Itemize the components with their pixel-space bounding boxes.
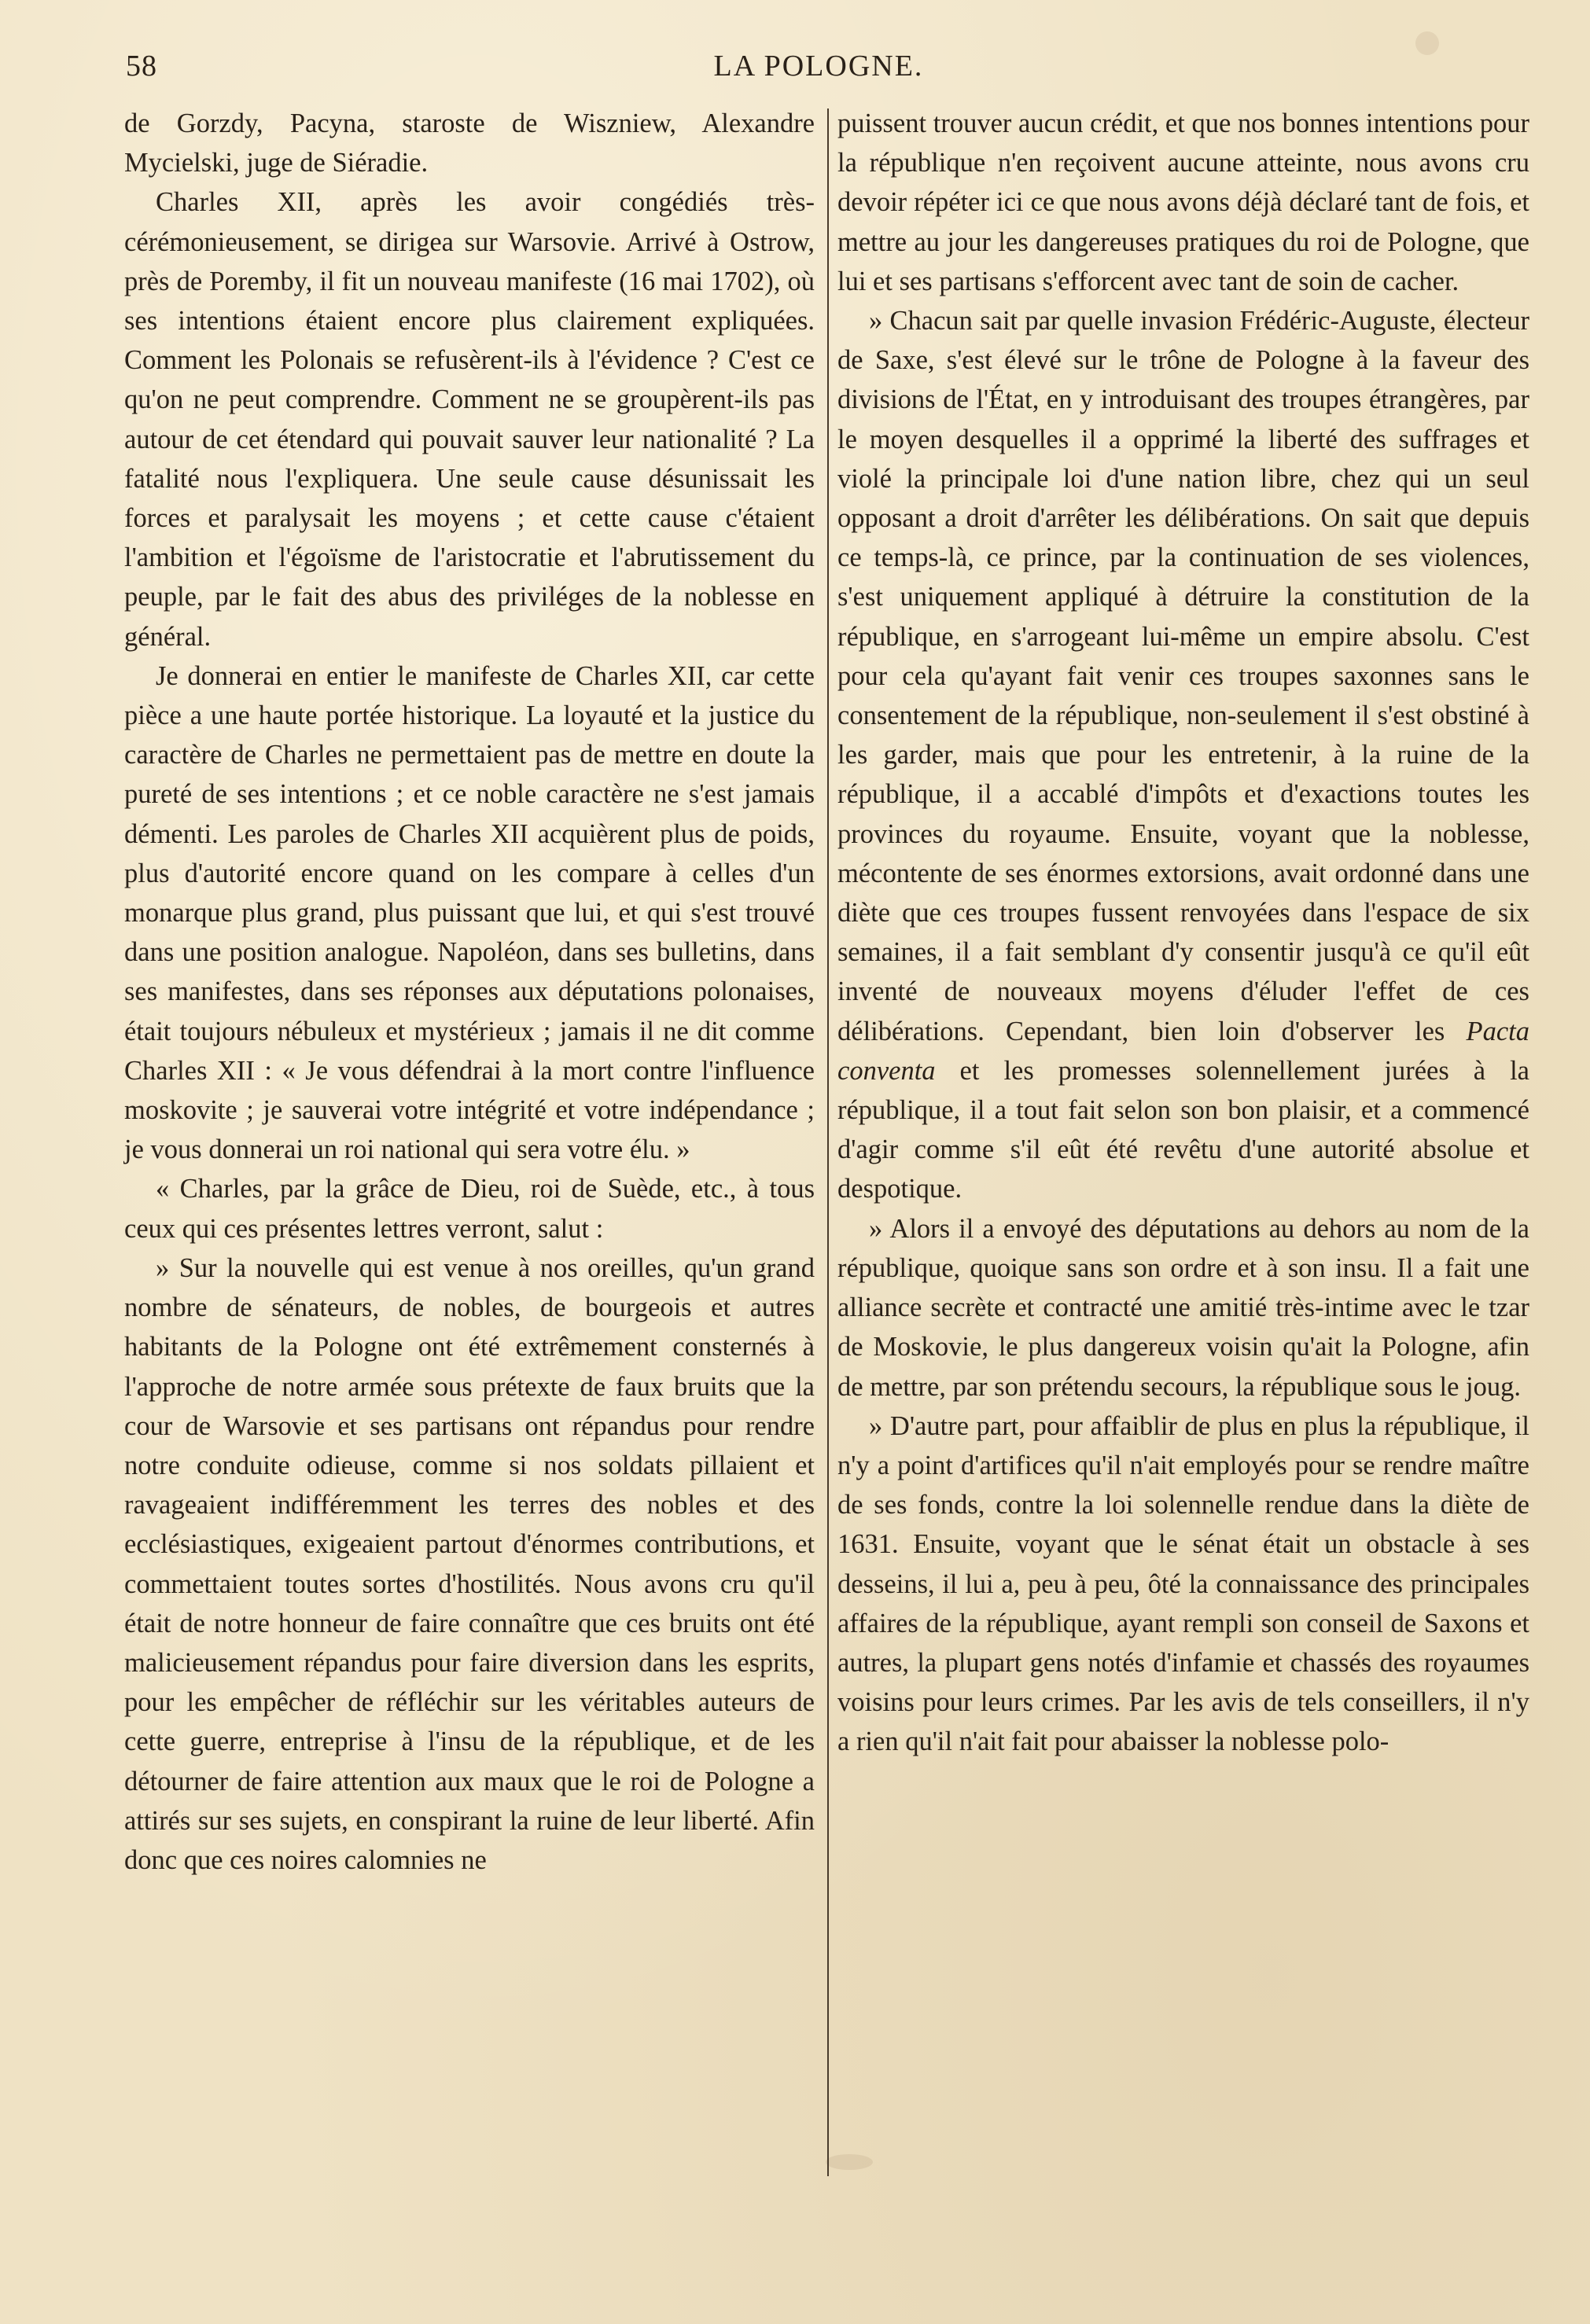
paragraph: de Gorzdy, Pacyna, staroste de Wiszniew, Alexandre Mycielski, juge de Siéradie.	[124, 108, 815, 178]
paragraph	[837, 301, 1529, 1209]
paragraph-text: » Chacun sait par quelle invasion Frédéric-Auguste, électeur de Saxe, s'est élevé sur le trône de Pologne à la faveur des divisions de l'État, en y introduisant des troupes étrangères, par le moyen desquelles il a opprimé la liberté des suffrages et violé la principale loi d'une nation libre, chez qui un seul opposant a droit d'arrêter les délibérations. On sait que depuis ce temps-là, ce prince, par la continuation de ses violences, s'est uniquement appliqué à détruire la constitution de la république, en s'arrogeant lui-même un empire absolu. C'est pour cela qu'ayant fait venir ces troupes saxonnes sans le consentement de la république, non-seulement il s'est obstiné à les garder, mais que pour les entretenir, à la ruine de la république, il a accablé d'impôts et d'exactions toutes les provinces du royaume. Ensuite, voyant que la noblesse, mécontente de ses énormes extorsions, avait ordonné dans une diète que ces troupes fussent renvoyées dans l'espace de six semaines, il a fait semblant d'y consentir jusqu'à ce qu'il eût inventé de nouveaux moyens d'éluder l'effet de ces délibérations. Cependant, bien loin d'observer les	[837, 306, 1529, 1046]
paper-stain	[826, 2154, 873, 2170]
paragraph: Charles XII, après les avoir congédiés très-cérémonieusement, se dirigea sur Warsovie. Arrivé à Ostrow, près de Poremby, il fit un nouveau manifeste (16 mai 1702), où ses intentions étaient encore plus clairement expliquées. Comment les Polonais se refusèrent-ils à l'évidence ? C'est ce qu'on ne peut comprendre. Comment ne se groupèrent-ils pas autour de cet étendard qui pouvait sauver leur nationalité ? La fatalité nous l'expliquera. Une seule cause désunissait les forces et paralysait les moyens ; et cette cause c'étaient l'ambition et l'égoïsme de l'aristocratie et l'abrutissement du peuple, par le fait des abus des priviléges de la noblesse en général.	[124, 187, 815, 652]
page-header	[126, 49, 1511, 96]
italic-term: Pacta conventa	[837, 1016, 1529, 1086]
paragraph: Je donnerai en entier le manifeste de Charles XII, car cette pièce a une haute portée historique. La loyauté et la justice du caractère de Charles ne permettaient pas de mettre en doute la pureté de ses intentions ; et ce noble caractère ne s'est jamais démenti. Les paroles de Charles XII acquièrent plus de poids, plus d'autorité encore quand on les compare à celles d'un monarque plus grand, plus puissant que lui, et qui s'est trouvé dans une position analogue. Napoléon, dans ses bulletins, dans ses manifestes, dans ses réponses aux députations polonaises, était toujours nébuleux et mystérieux ; jamais il ne dit comme Charles XII : « Je vous défendrai à la mort contre l'influence moskovite ; je sauverai votre intégrité et votre indépendance ; je vous donnerai un roi national qui sera votre élu. »	[124, 660, 815, 1165]
left-text-column	[124, 104, 815, 1880]
paragraph: « Charles, par la grâce de Dieu, roi de Suède, etc., à tous ceux qui ces présentes lettres verront, salut :	[124, 1174, 815, 1244]
paragraph: puissent trouver aucun crédit, et que nos bonnes intentions pour la république n'en reçoivent aucune atteinte, nous avons cru devoir répéter ici ce que nous avons déjà déclaré tant de fois, et mettre au jour les dangereuses pratiques du roi de Pologne, que lui et ses partisans s'efforcent avec tant de soin de cacher.	[837, 108, 1529, 296]
paragraph: » D'autre part, pour affaiblir de plus en plus la république, il n'y a point d'artifices qu'il n'ait employés pour se rendre maître de ses fonds, contre la loi solennelle rendue dans la diète de 1631. Ensuite, voyant que le sénat était un obstacle à ses desseins, il lui a, peu à peu, ôté la connaissance des principales affaires de la république, ayant rempli son conseil de Saxons et autres, la plupart gens notés d'infamie et chassés des royaumes voisins pour leurs crimes. Par les avis de tels conseillers, il n'y a rien qu'il n'ait fait pour abaisser la noblesse polo-	[837, 1410, 1529, 1757]
page-number: 58	[126, 50, 157, 83]
paragraph-text: et les promesses solennellement jurées à la république, il a tout fait selon son bon plaisir, et a commencé d'agir comme s'il eût été revêtu d'une autorité absolue et despotique.	[837, 1055, 1529, 1204]
paragraph: » Sur la nouvelle qui est venue à nos oreilles, qu'un grand nombre de sénateurs, de nobles, de bourgeois et autres habitants de la Pologne ont été extrêmement consternés à l'approche de notre armée sous prétexte de faux bruits que la cour de Warsovie et ses partisans ont répandus pour rendre notre conduite odieuse, comme si nos soldats pillaient et ravageaient indifféremment les terres des nobles et des ecclésiastiques, exigeaient partout d'énormes contributions, et commettaient toutes sortes d'hostilités. Nous avons cru qu'il était de notre honneur de faire connaître que ces bruits ont été malicieusement répandus pour faire diversion dans les esprits, pour les empêcher de réfléchir sur les véritables auteurs de cette guerre, entreprise à l'insu de la république, et de les détourner de faire attention aux maux que le roi de Pologne a attirés sur ses sujets, en conspirant la ruine de leur liberté. Afin donc que ces noires calomnies ne	[124, 1252, 815, 1875]
paragraph: » Alors il a envoyé des députations au dehors au nom de la république, quoique sans son ordre et à son insu. Il a fait une alliance secrète et contracté une amitié très-intime avec le tzar de Moskovie, le plus dangereux voisin qu'ait la Pologne, afin de mettre, par son prétendu secours, la république sous le joug.	[837, 1213, 1529, 1402]
column-divider	[827, 108, 829, 2176]
running-title: LA POLOGNE.	[713, 50, 924, 83]
right-text-column	[837, 104, 1529, 1762]
